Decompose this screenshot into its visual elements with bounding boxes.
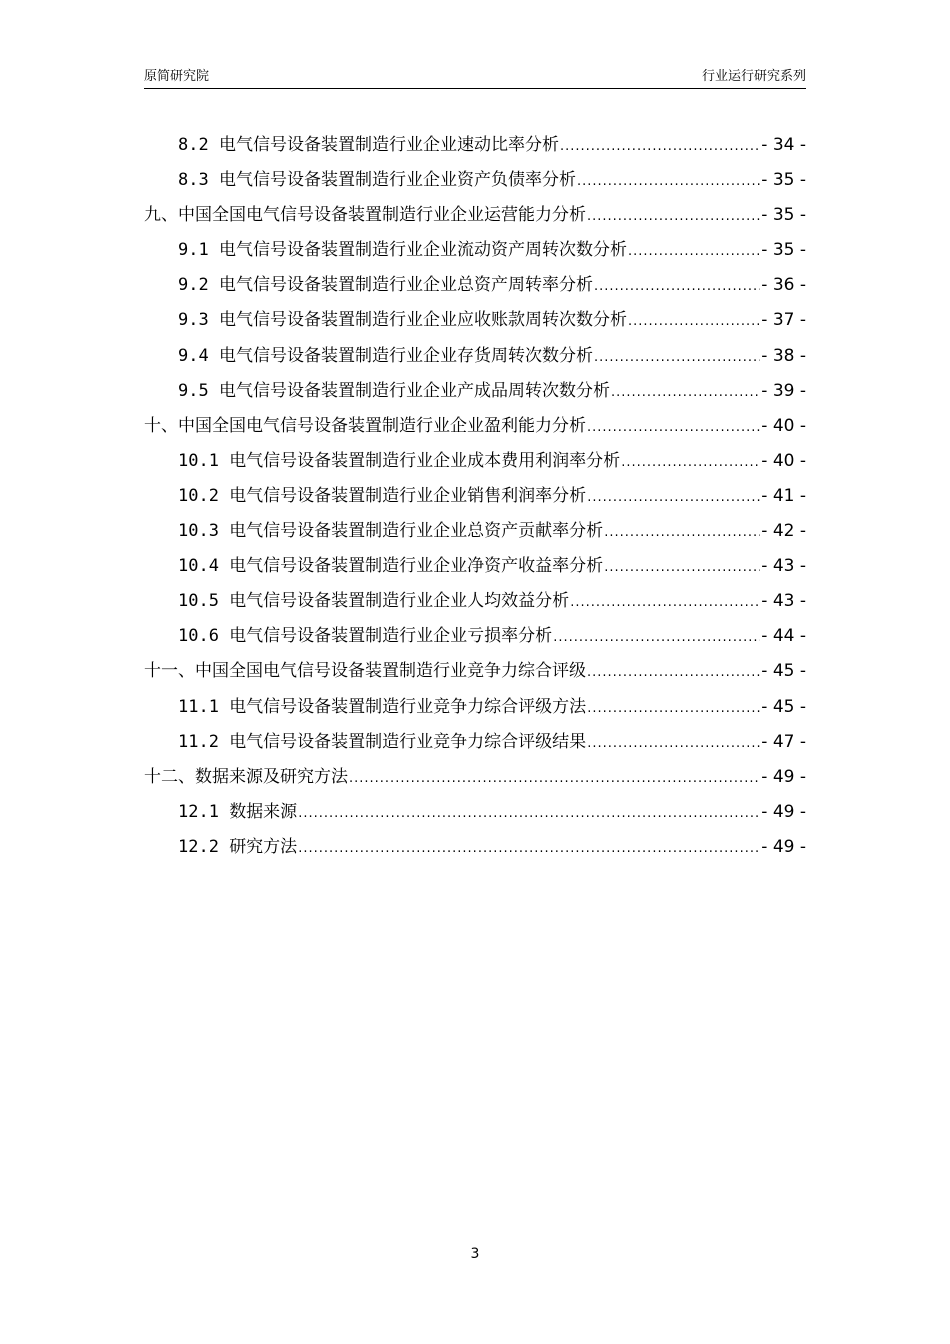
toc-dot-leader (604, 515, 760, 550)
toc-dot-leader (298, 796, 760, 831)
toc-entry-text: 电气信号设备装置制造行业企业成本费用利润率分析 (229, 450, 621, 471)
toc-dot-leader (621, 445, 760, 480)
toc-entry-text: 电气信号设备装置制造行业企业总资产周转率分析 (218, 275, 593, 296)
page-number: 3 (470, 1246, 480, 1262)
toc-entry[interactable] (144, 795, 806, 830)
toc-dot-leader (298, 831, 760, 866)
toc-entry[interactable] (144, 374, 806, 409)
toc-entry-page: - 35 - (761, 205, 806, 226)
toc-entry-number: 11.1 (178, 696, 230, 717)
toc-entry-title (178, 725, 586, 760)
toc-entry-title (178, 163, 576, 198)
toc-dot-leader (611, 375, 760, 410)
toc-dot-leader (570, 585, 760, 620)
toc-entry-title (178, 514, 603, 549)
toc-entry-page: - 42 - (761, 521, 806, 542)
toc-entry[interactable] (144, 549, 806, 584)
toc-entry-page: - 44 - (761, 626, 806, 647)
toc-entry-page: - 49 - (761, 766, 806, 787)
toc-entry-title (178, 303, 627, 338)
toc-entry-number: 9.3 (178, 310, 219, 331)
toc-entry-text: 电气信号设备装置制造行业竞争力综合评级方法 (229, 696, 587, 717)
toc-entry-page: - 43 - (761, 556, 806, 577)
toc-entry-title (178, 795, 297, 830)
header-series-name: 行业运行研究系列 (701, 69, 806, 84)
toc-entry[interactable] (144, 725, 806, 760)
toc-entry[interactable] (144, 233, 806, 268)
toc-entry-title (144, 198, 586, 233)
toc-entry[interactable] (144, 128, 806, 163)
toc-entry-title (178, 128, 559, 163)
toc-entry-title (178, 830, 297, 865)
toc-entry-title (144, 654, 586, 689)
toc-entry-number: 8.2 (178, 135, 219, 155)
toc-entry[interactable] (144, 163, 806, 198)
header-org-name: 原简研究院 (144, 69, 210, 84)
toc-entry-text: 十二、数据来源及研究方法 (144, 766, 348, 787)
toc-entry[interactable] (144, 339, 806, 374)
toc-entry-number: 12.1 (178, 801, 230, 822)
toc-dot-leader (577, 164, 760, 199)
toc-entry-number: 9.2 (178, 275, 219, 296)
toc-entry-page: - 35 - (761, 240, 806, 261)
toc-entry-page: - 49 - (761, 836, 806, 857)
toc-entry-text: 十、中国全国电气信号设备装置制造行业企业盈利能力分析 (144, 415, 586, 436)
toc-dot-leader (587, 691, 760, 726)
toc-dot-leader (587, 199, 760, 234)
toc-entry-title (178, 339, 593, 374)
toc-entry-title (178, 584, 569, 619)
toc-dot-leader (587, 655, 760, 690)
toc-entry-text: 研究方法 (229, 836, 298, 857)
toc-entry-text: 电气信号设备装置制造行业企业净资产收益率分析 (229, 556, 604, 577)
toc-entry-page: - 45 - (761, 661, 806, 682)
toc-entry[interactable] (144, 479, 806, 514)
toc-entry-page: - 36 - (761, 275, 806, 296)
toc-entry-text: 电气信号设备装置制造行业企业产成品周转次数分析 (218, 380, 610, 401)
toc-entry[interactable] (144, 303, 806, 338)
toc-entry-number: 11.2 (178, 731, 230, 752)
toc-entry-text: 九、中国全国电气信号设备装置制造行业企业运营能力分析 (144, 205, 586, 226)
toc-entry-number: 9.5 (178, 380, 219, 401)
toc-entry-text: 电气信号设备装置制造行业企业人均效益分析 (229, 591, 570, 612)
toc-entry-number: 10.6 (178, 626, 230, 647)
toc-entry-number: 9.4 (178, 345, 219, 366)
toc-entry[interactable] (144, 654, 806, 689)
toc-entry-page: - 43 - (761, 591, 806, 612)
toc-entry-number: 10.4 (178, 556, 230, 577)
toc-entry-title (178, 233, 627, 268)
toc-entry[interactable] (144, 760, 806, 795)
toc-dot-leader (594, 269, 760, 304)
table-of-contents (144, 128, 806, 865)
page-header (144, 66, 806, 89)
toc-entry[interactable] (144, 514, 806, 549)
toc-entry-title (178, 268, 593, 303)
toc-dot-leader (587, 480, 760, 515)
toc-dot-leader (553, 620, 760, 655)
toc-entry-text: 电气信号设备装置制造行业企业总资产贡献率分析 (229, 521, 604, 542)
toc-entry-text: 电气信号设备装置制造行业企业亏损率分析 (229, 626, 553, 647)
toc-entry-page: - 37 - (761, 310, 806, 331)
toc-entry-text: 电气信号设备装置制造行业企业速动比率分析 (218, 135, 559, 155)
toc-entry-title (178, 619, 552, 654)
toc-entry-page: - 49 - (761, 801, 806, 822)
toc-dot-leader (587, 410, 760, 445)
toc-entry-number: 10.5 (178, 591, 230, 612)
toc-entry[interactable] (144, 830, 806, 865)
toc-entry-page: - 38 - (761, 345, 806, 366)
toc-entry-title (178, 444, 620, 479)
toc-entry[interactable] (144, 409, 806, 444)
toc-entry[interactable] (144, 198, 806, 233)
toc-entry[interactable] (144, 584, 806, 619)
toc-entry-number: 10.2 (178, 485, 230, 506)
toc-entry-title (144, 409, 586, 444)
toc-entry-number: 9.1 (178, 240, 219, 261)
toc-entry-title (144, 760, 348, 795)
toc-entry-title (178, 549, 603, 584)
toc-dot-leader (604, 550, 760, 585)
toc-entry-title (178, 690, 586, 725)
toc-entry-page: - 45 - (761, 696, 806, 717)
toc-entry-page: - 39 - (761, 380, 806, 401)
toc-entry-text: 电气信号设备装置制造行业竞争力综合评级结果 (229, 731, 587, 752)
toc-entry-text: 电气信号设备装置制造行业企业应收账款周转次数分析 (218, 310, 627, 331)
toc-entry[interactable] (144, 690, 806, 725)
toc-entry-number: 10.1 (178, 450, 230, 471)
toc-entry[interactable] (144, 619, 806, 654)
toc-entry-text: 数据来源 (229, 801, 298, 822)
toc-entry-title (178, 479, 586, 514)
toc-entry-page: - 47 - (761, 731, 806, 752)
toc-entry-text: 电气信号设备装置制造行业企业销售利润率分析 (229, 485, 587, 506)
toc-entry-text: 电气信号设备装置制造行业企业流动资产周转次数分析 (218, 240, 627, 261)
toc-dot-leader (560, 129, 760, 164)
toc-dot-leader (628, 304, 760, 339)
toc-dot-leader (587, 726, 760, 761)
toc-entry-title (178, 374, 610, 409)
toc-entry[interactable] (144, 444, 806, 479)
toc-entry-page: - 35 - (761, 170, 806, 191)
toc-entry-text: 电气信号设备装置制造行业企业资产负债率分析 (218, 170, 576, 191)
toc-entry[interactable] (144, 268, 806, 303)
toc-dot-leader (594, 340, 760, 375)
toc-entry-text: 十一、中国全国电气信号设备装置制造行业竞争力综合评级 (144, 661, 586, 682)
toc-entry-page: - 40 - (761, 415, 806, 436)
toc-entry-page: - 41 - (761, 485, 806, 506)
toc-entry-number: 10.3 (178, 521, 230, 542)
toc-entry-number: 8.3 (178, 170, 219, 191)
toc-entry-text: 电气信号设备装置制造行业企业存货周转次数分析 (218, 345, 593, 366)
toc-dot-leader (349, 761, 760, 796)
toc-dot-leader (628, 234, 760, 269)
toc-entry-page: - 40 - (761, 450, 806, 471)
toc-entry-number: 12.2 (178, 836, 230, 857)
toc-entry-page: - 34 - (761, 135, 806, 155)
